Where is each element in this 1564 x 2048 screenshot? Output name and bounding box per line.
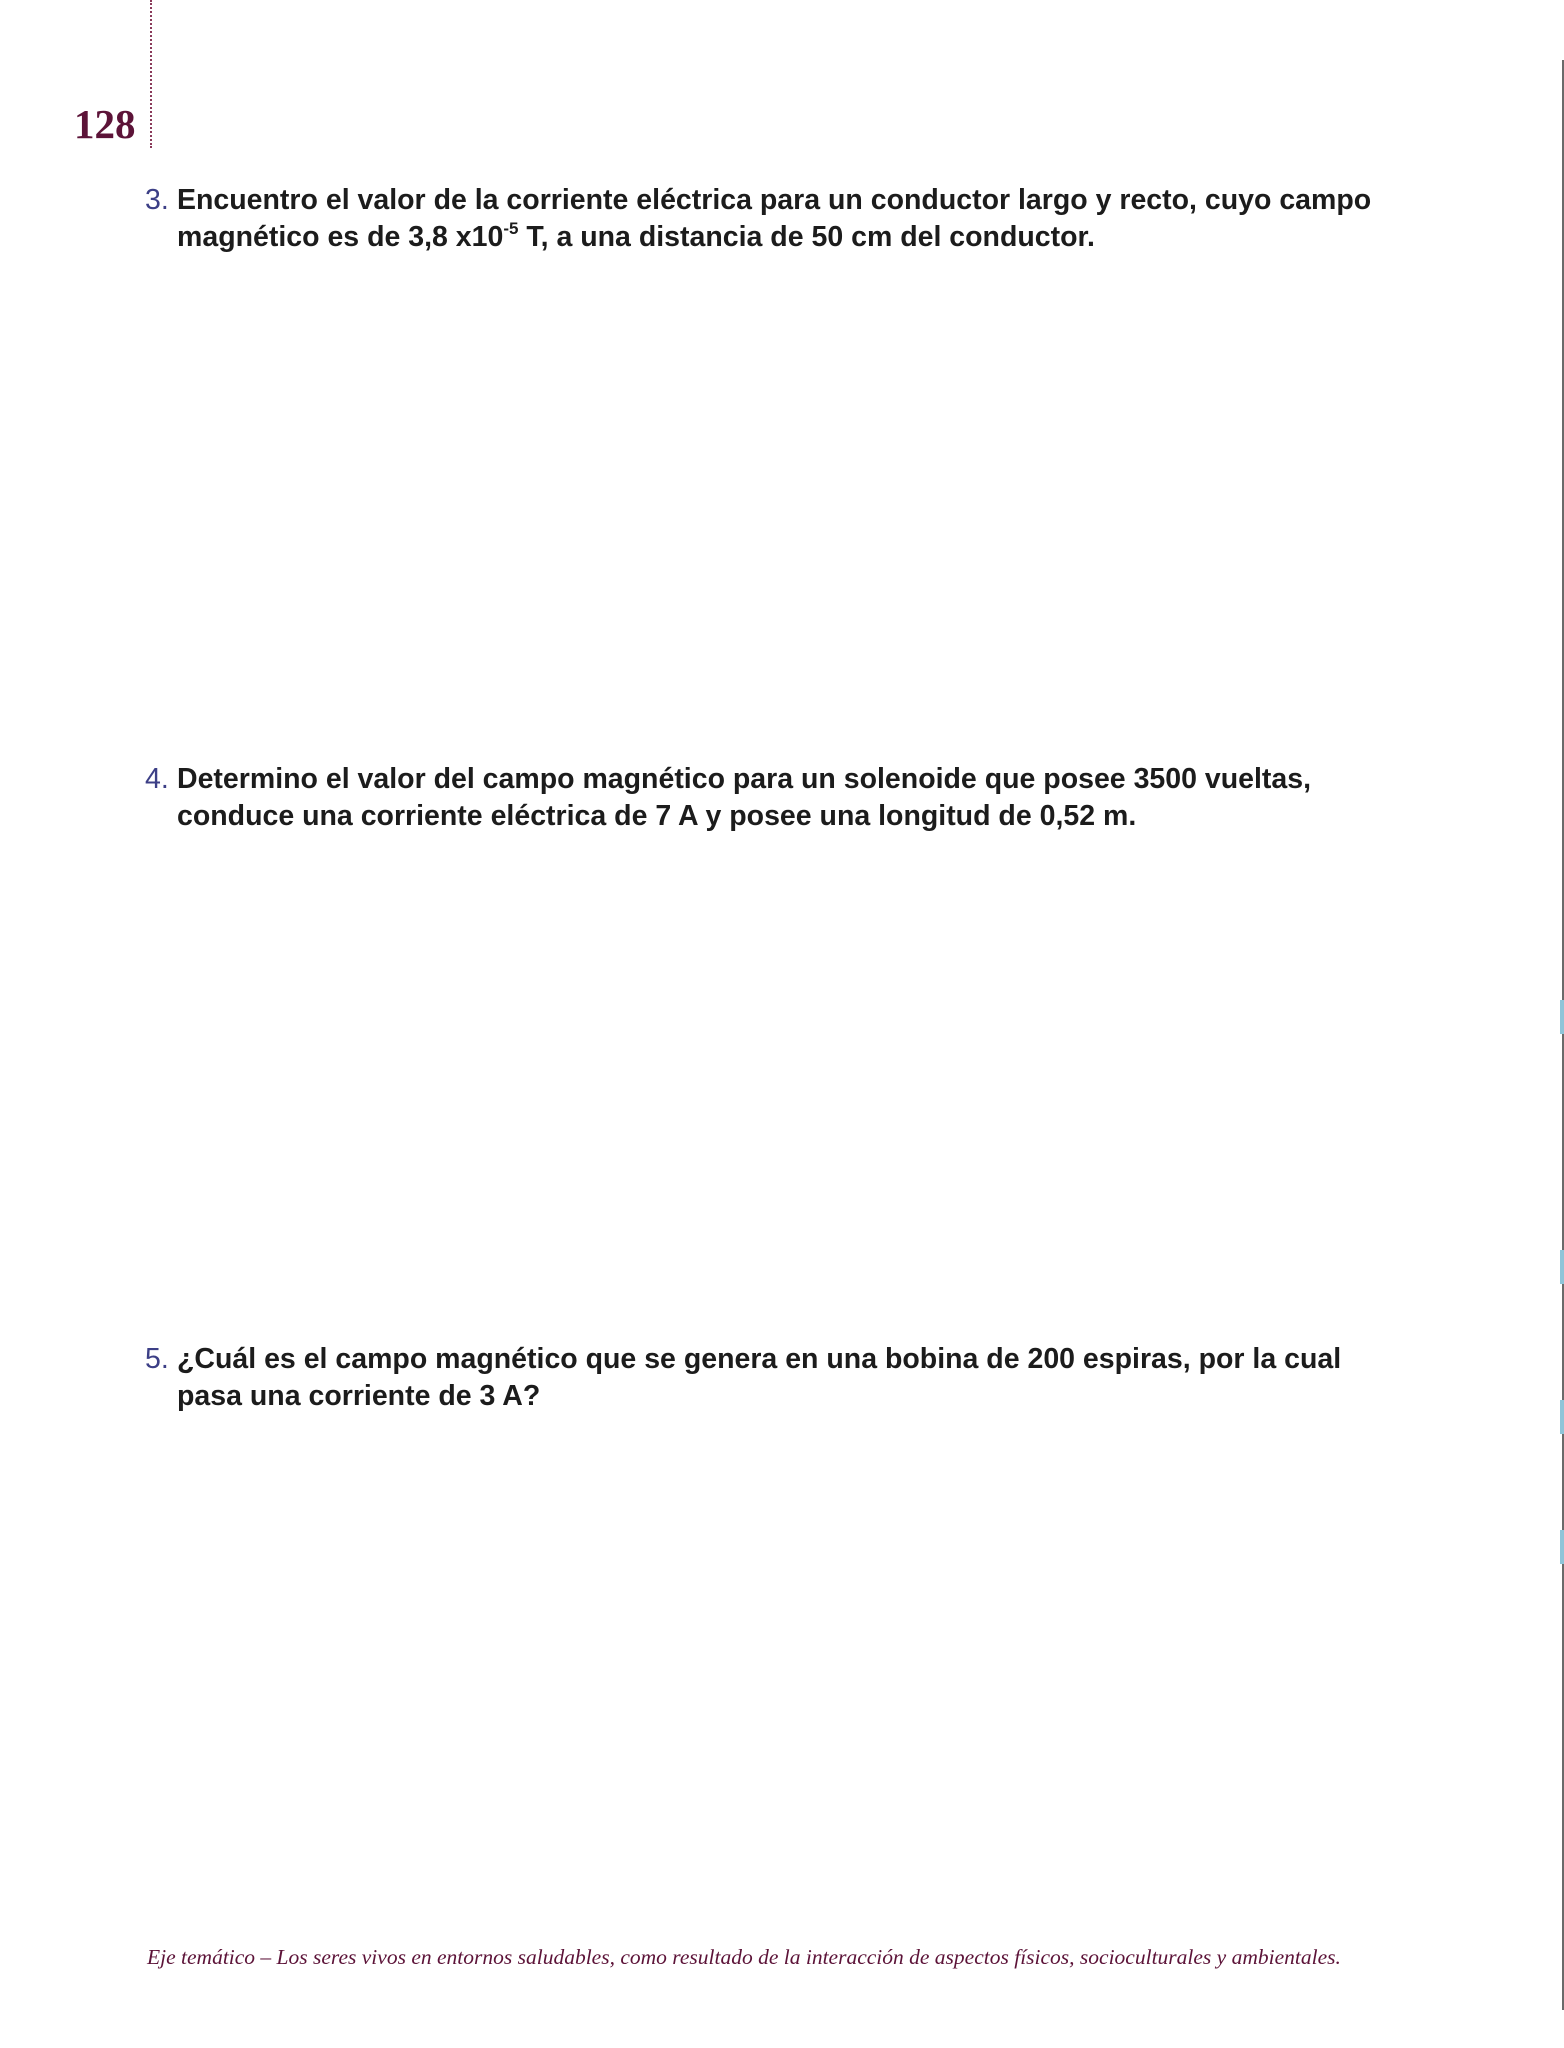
question-text [177,182,1390,256]
edge-tab-marker [1560,1530,1564,1564]
question-5 [145,1341,1390,1415]
question-number: 5. [145,1343,169,1375]
question-text-part: Encuentro el valor de la corriente eléctrica para un conductor largo y recto, cuyo campo magnético es de 3,8 x10 [177,184,1372,253]
edge-tab-marker [1560,1250,1564,1284]
edge-tab-marker [1560,1400,1564,1434]
question-number: 3. [145,184,169,216]
dotted-margin-rule [150,0,152,148]
footer-thematic-axis: Eje temático – Los seres vivos en entornos saludables, como resultado de la interacción de aspectos físicos, socioculturales y ambientales. [147,1945,1341,1969]
question-text: Determino el valor del campo magnético para un solenoide que posee 3500 vueltas, conduce una corriente eléctrica de 7 A y posee una longitud de 0,52 m. [177,763,1312,832]
edge-tab-marker [1560,1000,1564,1034]
question-text: ¿Cuál es el campo magnético que se genera en una bobina de 200 espiras, por la cual pasa una corriente de 3 A? [177,1343,1342,1412]
question-text-part: T, a una distancia de 50 cm del conductor. [518,221,1095,253]
question-4 [145,761,1390,835]
question-number: 4. [145,763,169,795]
page-number: 128 [74,101,136,147]
exponent: -5 [503,218,519,238]
question-3 [145,182,1390,256]
